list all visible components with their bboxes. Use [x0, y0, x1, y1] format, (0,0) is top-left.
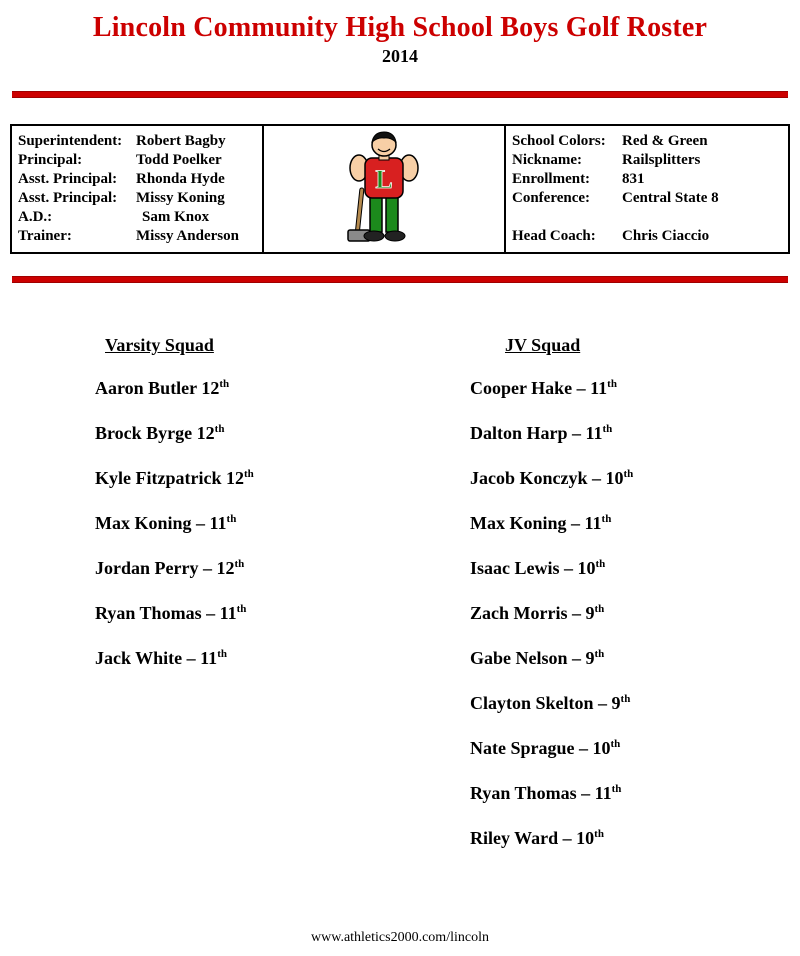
grade-suffix: th	[243, 468, 254, 480]
varsity-squad-heading: Varsity Squad	[105, 335, 214, 355]
grade-suffix: th	[594, 648, 605, 660]
jv-player-row	[470, 603, 633, 624]
red-divider-bottom	[12, 276, 788, 283]
grade-suffix: th	[620, 693, 631, 705]
player-name: Max Koning – 11	[95, 513, 227, 533]
jv-player-row	[470, 828, 633, 849]
player-name: Jacob Konczyk – 10	[470, 468, 624, 488]
info-value: Sam Knox	[142, 209, 210, 225]
info-row-asst-principal-1	[18, 170, 254, 189]
info-row-trainer	[18, 227, 254, 246]
info-value: Missy Koning	[136, 190, 225, 206]
info-row-asst-principal-2	[18, 189, 254, 208]
player-name: Isaac Lewis – 10	[470, 558, 596, 578]
grade-suffix: th	[594, 603, 605, 615]
grade-suffix: th	[611, 783, 622, 795]
player-name: Brock Byrge 12	[95, 423, 215, 443]
info-row-athletic-director	[18, 208, 254, 227]
info-value: Central State 8	[622, 190, 719, 206]
info-label: Enrollment:	[512, 171, 591, 187]
info-label: Trainer:	[18, 228, 72, 244]
jv-player-row	[470, 558, 633, 579]
player-name: Zach Morris – 9	[470, 603, 595, 623]
jv-player-row	[470, 648, 633, 669]
page-title: Lincoln Community High School Boys Golf Roster	[92, 12, 708, 43]
grade-suffix: th	[594, 828, 604, 840]
jv-player-row	[470, 693, 633, 714]
info-label: School Colors:	[512, 133, 606, 149]
info-label	[512, 208, 622, 227]
info-value: Red & Green	[622, 133, 708, 149]
grade-suffix: th	[236, 603, 247, 615]
info-row-principal	[18, 151, 254, 170]
info-value: Chris Ciaccio	[622, 228, 710, 244]
jv-squad-column	[470, 335, 633, 873]
jv-player-row	[470, 423, 633, 444]
info-value	[622, 208, 780, 227]
info-value: Railsplitters	[622, 152, 701, 168]
railsplitter-mascot-logo	[334, 130, 434, 248]
info-label: Asst. Principal:	[18, 190, 118, 206]
varsity-player-row	[95, 513, 375, 534]
info-value: Robert Bagby	[136, 133, 226, 149]
school-facts-panel	[506, 126, 788, 252]
mascot-panel	[264, 126, 506, 252]
footer-url: www.athletics2000.com/lincoln	[311, 930, 489, 945]
varsity-player-row	[95, 648, 375, 669]
info-row-enrollment	[512, 170, 780, 189]
player-name: Dalton Harp – 11	[470, 423, 603, 443]
player-name: Aaron Butler 12	[95, 378, 220, 398]
grade-suffix: th	[610, 738, 621, 750]
info-row-superintendent	[18, 132, 254, 151]
grade-suffix: th	[226, 513, 237, 525]
info-row-conference	[512, 189, 780, 208]
grade-suffix: th	[601, 513, 612, 525]
player-name: Max Koning – 11	[470, 513, 602, 533]
info-value: Todd Poelker	[136, 152, 222, 168]
grade-suffix: th	[607, 378, 617, 390]
info-value: Missy Anderson	[136, 228, 239, 244]
jv-squad-heading: JV Squad	[505, 335, 581, 355]
info-label: Principal:	[18, 152, 83, 168]
grade-suffix: th	[219, 378, 230, 390]
info-row-school-colors	[512, 132, 780, 151]
player-name: Cooper Hake – 11	[470, 378, 608, 398]
info-label: Asst. Principal:	[18, 171, 118, 187]
jv-player-row	[470, 738, 633, 759]
roster-section	[0, 335, 800, 873]
varsity-player-row	[95, 603, 375, 624]
info-value: Rhonda Hyde	[136, 171, 225, 187]
varsity-squad-column	[95, 335, 375, 873]
varsity-player-row	[95, 423, 375, 444]
varsity-player-row	[95, 468, 375, 489]
grade-suffix: th	[602, 423, 613, 435]
info-label: Conference:	[512, 190, 591, 206]
page-year: 2014	[382, 46, 418, 66]
grade-suffix: th	[623, 468, 634, 480]
info-label: Nickname:	[512, 152, 582, 168]
jv-player-row	[470, 378, 633, 399]
grade-suffix: th	[217, 648, 227, 660]
varsity-player-row	[95, 558, 375, 579]
grade-suffix: th	[214, 423, 225, 435]
staff-info-panel	[12, 126, 264, 252]
grade-suffix: th	[595, 558, 606, 570]
player-name: Gabe Nelson – 9	[470, 648, 595, 668]
red-divider-top	[12, 91, 788, 98]
player-name: Kyle Fitzpatrick 12	[95, 468, 244, 488]
info-label: Head Coach:	[512, 228, 596, 244]
player-name: Ryan Thomas – 11	[470, 783, 612, 803]
jv-player-row	[470, 468, 633, 489]
player-name: Nate Sprague – 10	[470, 738, 611, 758]
info-label: A.D.:	[18, 209, 53, 225]
player-name: Jack White – 11	[95, 648, 218, 668]
school-info-box	[10, 124, 790, 254]
jv-player-row	[470, 513, 633, 534]
grade-suffix: th	[234, 558, 245, 570]
player-name: Ryan Thomas – 11	[95, 603, 237, 623]
info-label: Superintendent:	[18, 133, 123, 149]
svg-text:L: L	[375, 165, 393, 194]
info-row-nickname	[512, 151, 780, 170]
varsity-player-row	[95, 378, 375, 399]
info-row-head-coach	[512, 227, 780, 246]
player-name: Jordan Perry – 12	[95, 558, 235, 578]
info-row-spacer	[512, 208, 780, 227]
jv-player-row	[470, 783, 633, 804]
player-name: Clayton Skelton – 9	[470, 693, 621, 713]
info-value: 831	[622, 171, 645, 187]
player-name: Riley Ward – 10	[470, 828, 595, 848]
